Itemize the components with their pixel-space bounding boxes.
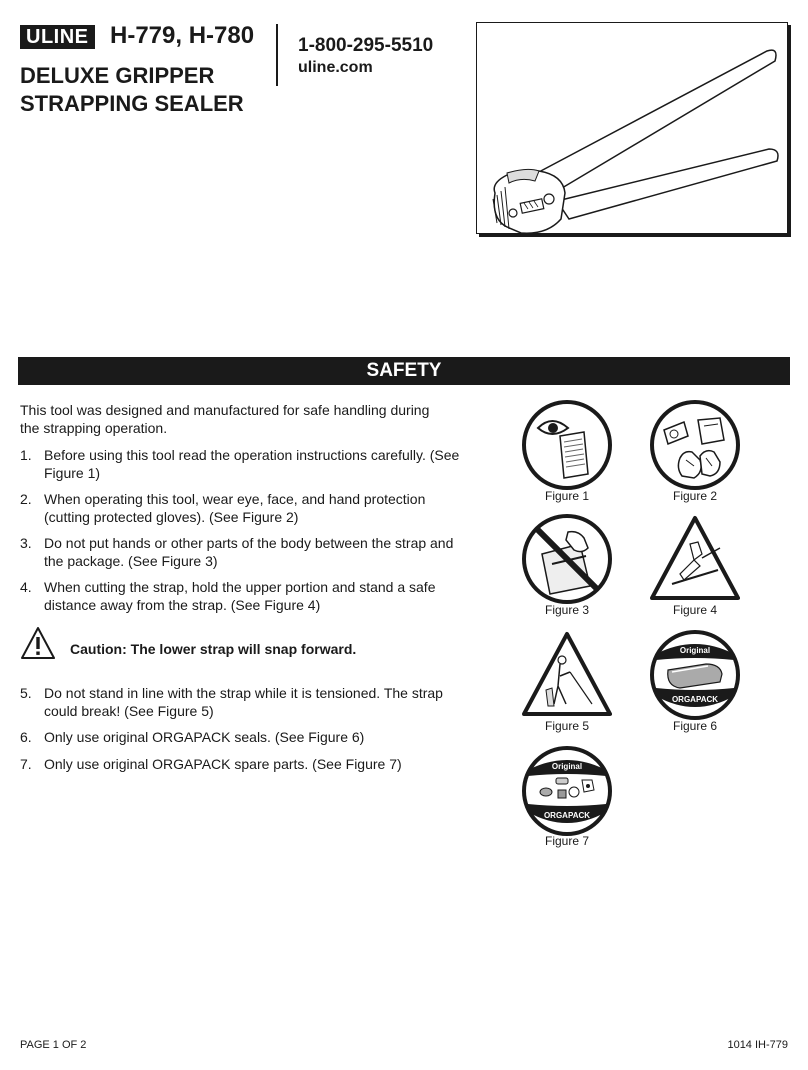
figure-7-top-text: Original bbox=[551, 762, 583, 771]
figure-7-original-parts-icon bbox=[522, 746, 612, 836]
figure-3-no-hands-icon bbox=[522, 514, 612, 604]
header-divider bbox=[276, 24, 278, 86]
figure-2-label: Figure 2 bbox=[672, 489, 718, 503]
figure-6-top-text: Original bbox=[679, 646, 711, 655]
item-text: When operating this tool, wear eye, face, and hand protection (cutting protected gloves). (See Figure 2) bbox=[44, 491, 426, 525]
safety-intro: This tool was designed and manufactured for safe handling during the strapping operation. bbox=[20, 402, 430, 436]
item-number: 6. bbox=[20, 729, 32, 745]
phone-number: 1-800-295-5510 bbox=[298, 35, 434, 56]
item-text: When cutting the strap, hold the upper portion and stand a safe distance away from the strap. (See Figure 4) bbox=[44, 579, 436, 613]
product-title-line1: DELUXE GRIPPER bbox=[20, 63, 215, 88]
product-title-line2: STRAPPING SEALER bbox=[20, 91, 244, 116]
figure-6-label: Figure 6 bbox=[672, 719, 718, 733]
item-number: 7. bbox=[20, 756, 32, 772]
caution-text: Caution: The lower strap will snap forward. bbox=[70, 641, 357, 657]
model-numbers: H-779, H-780 bbox=[110, 22, 255, 49]
figure-2-protection-icon bbox=[650, 400, 740, 490]
uline-logo: ULINE bbox=[20, 25, 95, 49]
item-number: 3. bbox=[20, 535, 32, 551]
safety-heading: SAFETY bbox=[18, 357, 790, 385]
item-number: 4. bbox=[20, 579, 32, 595]
document-code: 1014 IH-779 bbox=[727, 1039, 788, 1051]
figure-4-cutting-warning-icon bbox=[650, 514, 740, 604]
page-number: PAGE 1 OF 2 bbox=[20, 1039, 87, 1051]
strapping-sealer-illustration bbox=[477, 23, 787, 233]
figure-7-bottom-text: ORGAPACK bbox=[543, 811, 591, 820]
item-text: Only use original ORGAPACK spare parts. (See Figure 7) bbox=[44, 756, 402, 772]
item-number: 2. bbox=[20, 491, 32, 507]
item-text: Do not stand in line with the strap while it is tensioned. The strap could break! (See Figure 5) bbox=[44, 685, 443, 719]
figure-6-bottom-text: ORGAPACK bbox=[671, 695, 719, 704]
item-text: Before using this tool read the operation instructions carefully. (See Figure 1) bbox=[44, 447, 460, 481]
website: uline.com bbox=[298, 59, 373, 76]
figure-5-label: Figure 5 bbox=[544, 719, 590, 733]
item-number: 5. bbox=[20, 685, 32, 701]
item-text: Do not put hands or other parts of the body between the strap and the package. (See Figure 3) bbox=[44, 535, 454, 569]
product-title bbox=[20, 62, 280, 118]
figure-7-label: Figure 7 bbox=[544, 834, 590, 848]
item-number: 1. bbox=[20, 447, 32, 463]
figure-5-tension-warning-icon bbox=[522, 630, 612, 720]
figure-6-original-seals-icon bbox=[650, 630, 740, 720]
item-text: Only use original ORGAPACK seals. (See Figure 6) bbox=[44, 729, 365, 745]
figure-1-label: Figure 1 bbox=[544, 489, 590, 503]
warning-triangle-icon bbox=[20, 626, 56, 660]
figure-3-label: Figure 3 bbox=[544, 603, 590, 617]
figure-1-read-manual-icon bbox=[522, 400, 612, 490]
product-image-frame bbox=[476, 22, 788, 234]
figure-4-label: Figure 4 bbox=[672, 603, 718, 617]
